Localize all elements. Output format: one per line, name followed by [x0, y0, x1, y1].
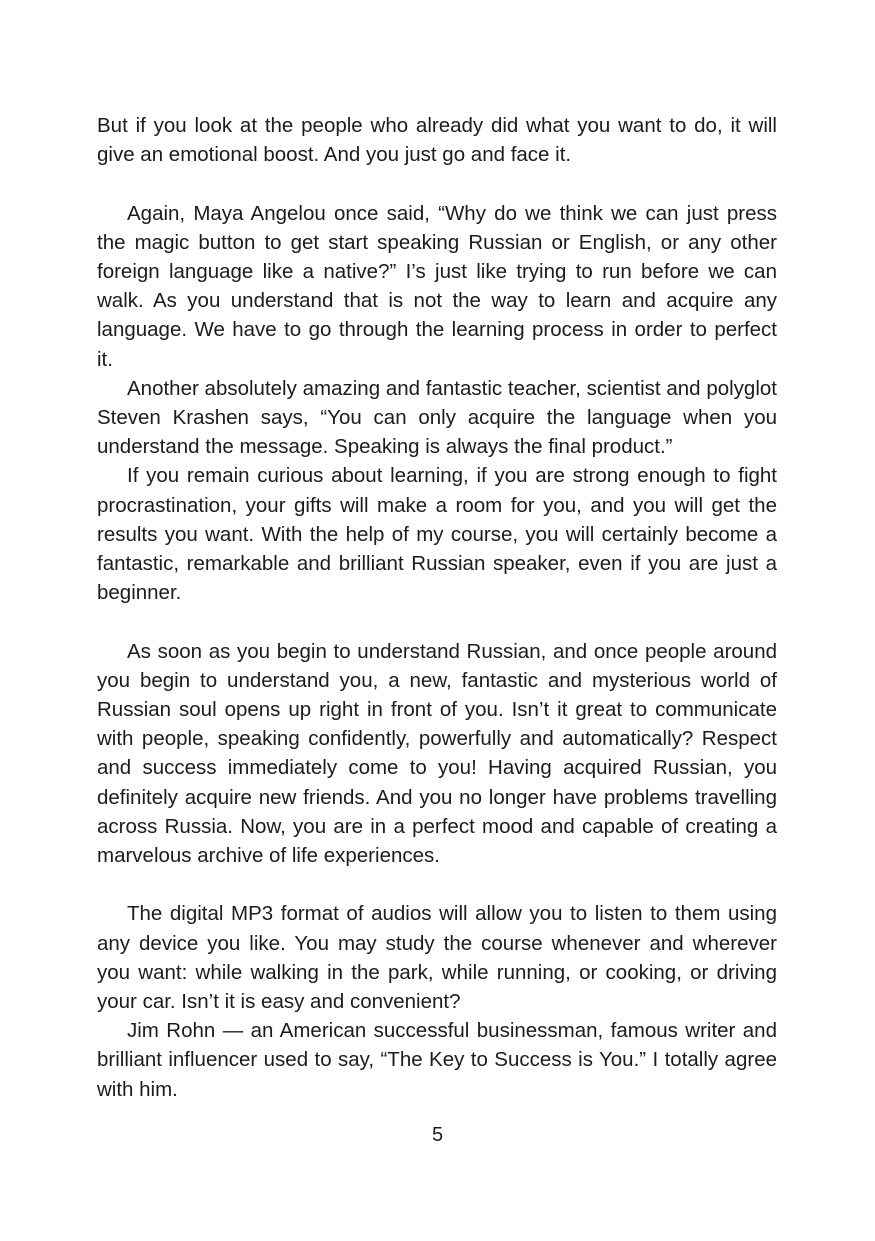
paragraph-remain-curious: If you remain curious about learning, if you are strong enough to fight procrastination, your gifts will make a room for you, and you will get the results you want. With the help of my course, you will certainly become a fantastic, remarkable and brilliant Russian speaker, even if you are just a beginner. [97, 464, 777, 605]
paragraph-jim-rohn: Jim Rohn — an American successful businessman, famous writer and brilliant influencer used to say, “The Key to Success is You.” I totally agree with him. [97, 1019, 777, 1101]
page-body [97, 111, 777, 1104]
paragraph-maya-angelou: Again, Maya Angelou once said, “Why do we think we can just press the magic button to get start speaking Russian or English, or any other foreign language like a native?” I’s just like trying to run before we can walk. As you understand that is not the way to learn and acquire any language. We have to go through the learning process in order to perfect it. [97, 201, 777, 371]
paragraph-steven-krashen: Another absolutely amazing and fantastic teacher, scientist and polyglot Steven Krashen says, “You can only acquire the language when you understand the message. Speaking is always the final product.” [97, 376, 777, 459]
paragraph-understand-russian: As soon as you begin to understand Russian, and once people around you begin to understand you, a new, fantastic and mysterious world of Russian soul opens up right in front of you. Isn’t it great to communicate with people, speaking confidently, powerfully and automatically? Respect and success immediately come to you! Having acquired Russian, you definitely acquire new friends. And you no longer have problems travelling across Russia. Now, you are in a perfect mood and capable of creating a marvelous archive of life experiences. [97, 639, 777, 868]
paragraph-mp3-format: The digital MP3 format of audios will allow you to listen to them using any device you like. You may study the course whenever and wherever you want: while walking in the park, while running, or cooking, or driving your car. Isn’t it is easy and convenient? [97, 902, 777, 1014]
paragraph-emotional-boost: But if you look at the people who already did what you want to do, it will give an emotional boost. And you just go and face it. [97, 114, 777, 167]
page-number: 5 [431, 1124, 444, 1146]
